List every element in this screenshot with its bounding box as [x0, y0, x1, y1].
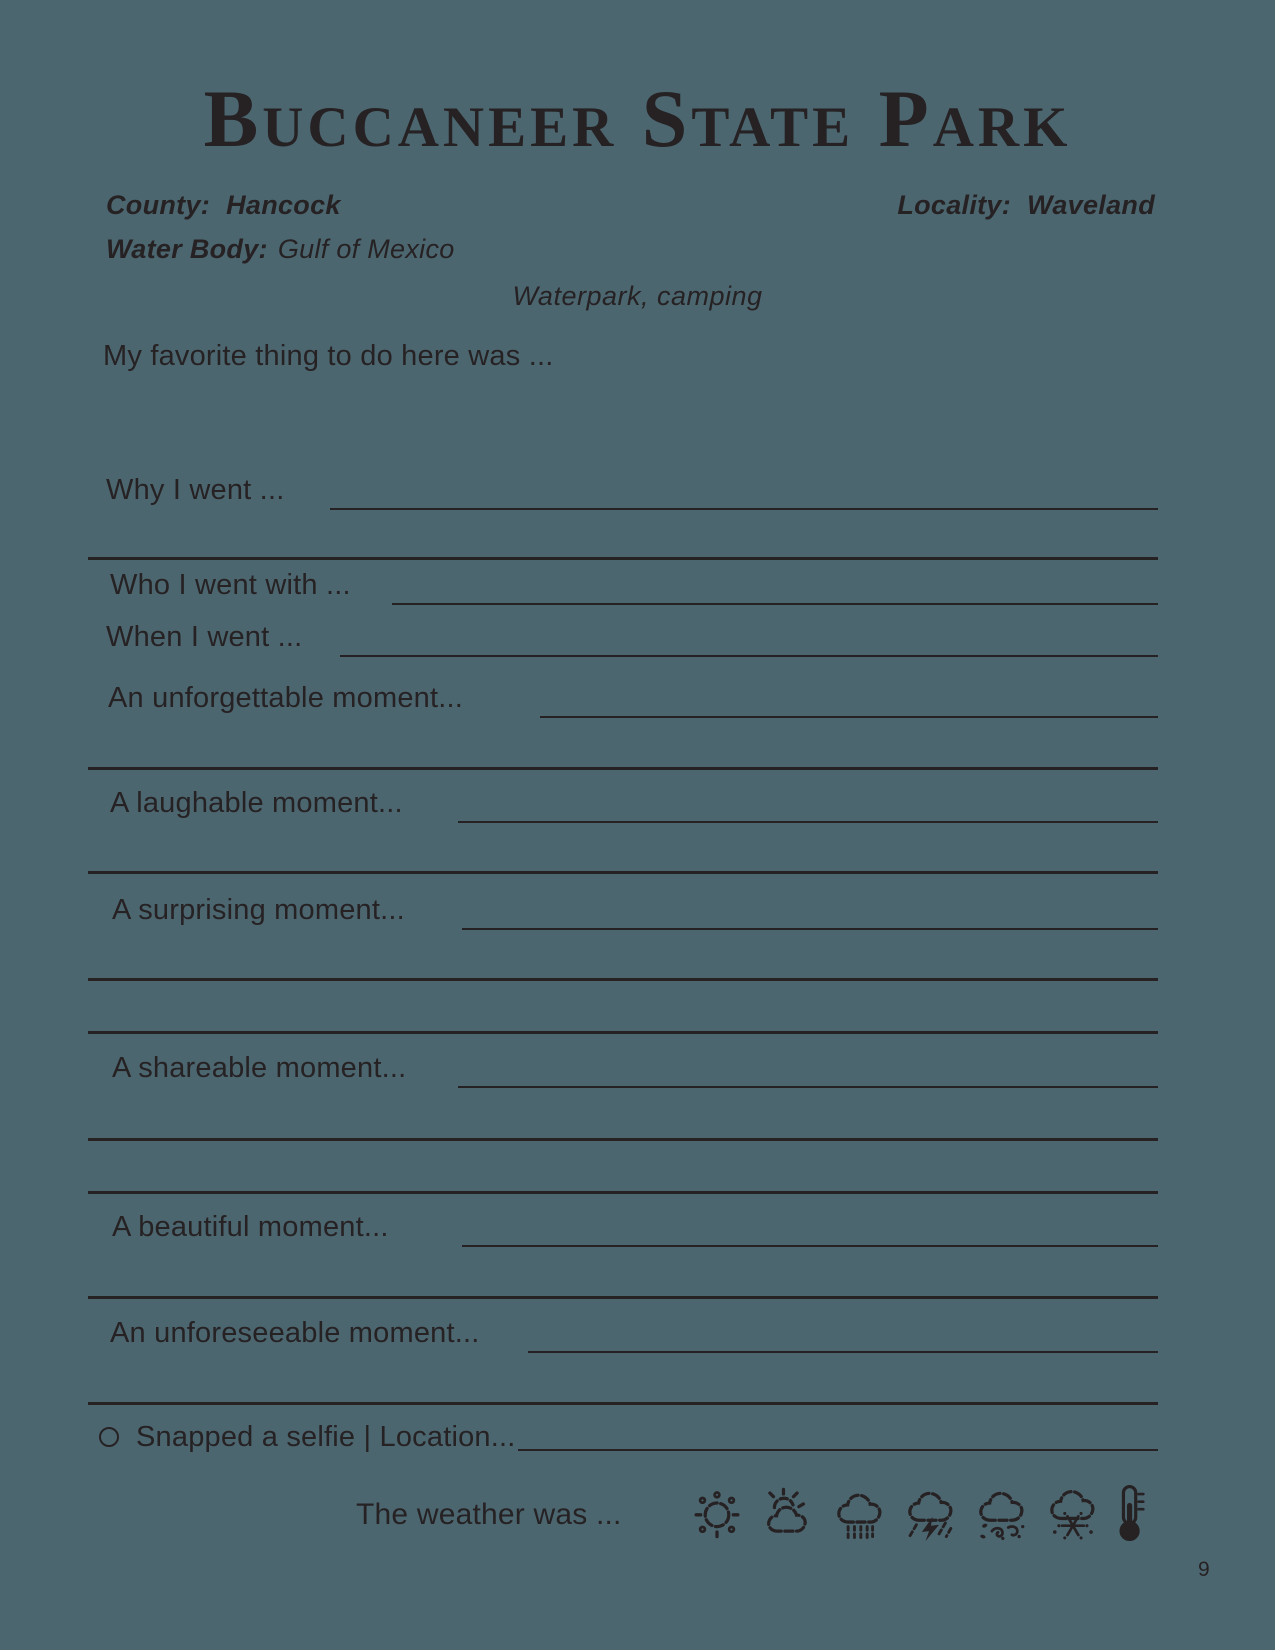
shareable-moment-answer-line[interactable] [458, 1086, 1158, 1088]
weather-icon-row [688, 1481, 1148, 1545]
unforgettable-moment-prompt: An unforgettable moment... [108, 682, 464, 714]
when-i-went-prompt: When I went ... [106, 621, 303, 653]
page-title: Buccaneer State Park [203, 73, 1072, 164]
unforgettable-moment-answer-line[interactable] [540, 716, 1158, 718]
when-i-went-answer-line[interactable] [340, 655, 1158, 657]
selfie-location-answer-line[interactable] [518, 1449, 1158, 1451]
locality-label: Locality: [897, 190, 1012, 220]
writing-line[interactable] [88, 978, 1158, 981]
water-body-row [106, 234, 455, 265]
lightning-cloud-icon[interactable] [901, 1481, 959, 1545]
laughable-moment-prompt: A laughable moment... [110, 787, 403, 819]
county-label: County: [106, 190, 211, 220]
favorite-thing-prompt: My favorite thing to do here was ... [103, 340, 554, 372]
locality-value: Waveland [1027, 190, 1155, 220]
thermometer-icon[interactable] [1114, 1481, 1148, 1545]
weather-prompt: The weather was ... [356, 1498, 622, 1531]
selfie-checkbox[interactable] [99, 1427, 119, 1447]
activities-text: Waterpark, camping [512, 281, 763, 311]
beautiful-moment-prompt: A beautiful moment... [112, 1211, 389, 1243]
blizzard-cloud-icon[interactable] [1043, 1481, 1101, 1545]
writing-line[interactable] [88, 557, 1158, 560]
who-i-went-with-answer-line[interactable] [392, 603, 1158, 605]
writing-line[interactable] [88, 1296, 1158, 1299]
blowing-snow-cloud-icon[interactable] [972, 1481, 1030, 1545]
sun-behind-cloud-icon[interactable] [759, 1481, 817, 1545]
beautiful-moment-answer-line[interactable] [462, 1245, 1158, 1247]
who-i-went-with-prompt: Who I went with ... [110, 569, 351, 601]
county-row [106, 190, 341, 221]
surprising-moment-prompt: A surprising moment... [112, 894, 405, 926]
locality-row [897, 190, 1155, 221]
unforeseeable-moment-answer-line[interactable] [528, 1351, 1158, 1353]
writing-line[interactable] [88, 1191, 1158, 1194]
writing-line[interactable] [88, 1402, 1158, 1405]
selfie-prompt: Snapped a selfie | Location... [136, 1421, 516, 1453]
why-i-went-prompt: Why I went ... [106, 474, 285, 506]
writing-line[interactable] [88, 871, 1158, 874]
why-i-went-answer-line[interactable] [330, 508, 1158, 510]
writing-line[interactable] [88, 1031, 1158, 1034]
writing-line[interactable] [88, 1138, 1158, 1141]
surprising-moment-answer-line[interactable] [462, 928, 1158, 930]
rain-cloud-icon[interactable] [830, 1481, 888, 1545]
writing-line[interactable] [88, 767, 1158, 770]
page-number: 9 [1198, 1558, 1211, 1581]
water-body-label: Water Body: [106, 234, 268, 264]
sun-icon[interactable] [688, 1481, 746, 1545]
county-value: Hancock [226, 190, 341, 220]
shareable-moment-prompt: A shareable moment... [112, 1052, 407, 1084]
water-body-value: Gulf of Mexico [277, 234, 455, 264]
unforeseeable-moment-prompt: An unforeseeable moment... [110, 1317, 480, 1349]
laughable-moment-answer-line[interactable] [458, 821, 1158, 823]
